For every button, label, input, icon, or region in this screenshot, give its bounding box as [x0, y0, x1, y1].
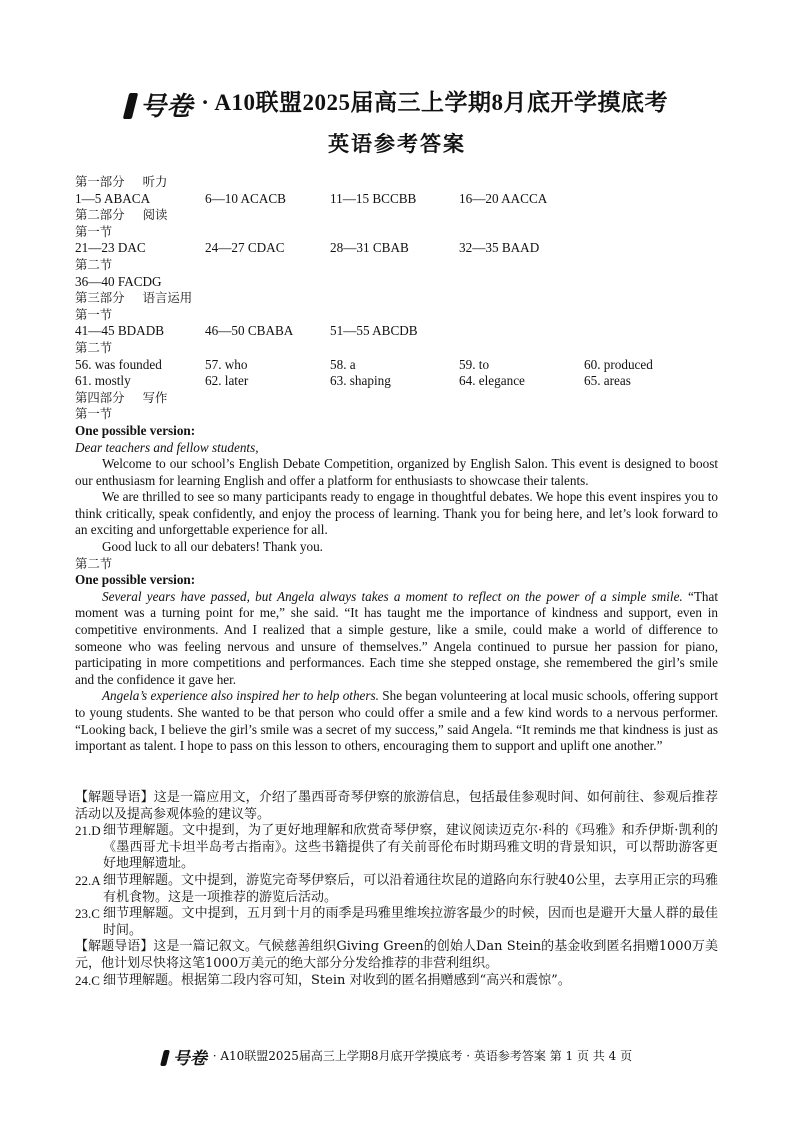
answer-content [75, 174, 718, 755]
question-answer: 21.D [75, 823, 101, 839]
passage-guide: 【解题导语】这是一篇应用文，介绍了墨西哥奇琴伊察的旅游信息，包括最佳参观时间、如何前往、参观后推荐活动以及提高参观体验的建议等。 [75, 790, 718, 822]
writing1-version-label: One possible version: [75, 422, 196, 438]
answer-group: 24—27 CDAC [205, 240, 285, 256]
explanation-text: 细节理解题。文中提到，五月到十月的雨季是玛雅里维埃拉游客最少的时候，因而也是避开大量人群的最佳时间。 [103, 906, 718, 938]
writing2-version-label: One possible version: [75, 572, 196, 588]
part4-heading: 第四部分 写作 [75, 389, 168, 405]
fill-answer: 64. elegance [459, 373, 525, 389]
part3-section2-row1 [75, 357, 718, 374]
writing2-paragraph-body: She began volunteering at local music schools, offering support to young students. She wanted to be that person who could offer a smile and a few kind words to a nervous performer. “Looking back, I believe the girl’s smile was a secret of my success,” said Angela. “It reminds me that kindness is just as important as talent. I hope to pass on this lesson to others, encouraging them to support and uplift one another.” [75, 688, 718, 754]
writing2-paragraph [75, 688, 718, 754]
part3-section2-label: 第二节 [75, 339, 113, 355]
footer-text: · A10联盟2025届高三上学期8月底开学摸底考 · 英语参考答案 第 1 页 共 4 页 [212, 1049, 633, 1063]
question-answer: 23.C [75, 906, 100, 922]
answer-group: 16—20 AACCA [459, 190, 548, 206]
explanation-text: 细节理解题。根据第二段内容可知，Stein 对收到的匿名捐赠感到“高兴和震惊”。 [103, 972, 571, 988]
explanation-text: 细节理解题。文中提到，为了更好地理解和欣赏奇琴伊察，建议阅读迈克尔·科的《玛雅》和乔伊斯·凯利的《墨西哥尤卡坦半岛考古指南》。这些书籍提供了有关前哥伦布时期玛雅文明的背景知识，可以帮助游客更好地理解遗址。 [103, 823, 718, 872]
part2-section1-answers [75, 240, 718, 257]
writing2-opening-sentence: Angela’s experience also inspired her to help others. [102, 688, 379, 704]
part2-section1-label: 第一节 [75, 223, 113, 239]
answer-group: 41—45 BDADB [75, 323, 165, 339]
writing2-paragraph-body: “That moment was a turning point for me,” she said. “It has taught me the importance of kindness and support, even in competitive environments. And I realized that a simple gesture, like a smile, could make a world of difference to someone who was feeling nervous and unsure of themselves.” Angela continued to pursue her passion for piano, participating in more competitions and performances. Each time she stepped onstage, she remembered the girl’s smile and the confidence it gave her. [75, 588, 718, 687]
writing2-opening-sentence: Several years have passed, but Angela always takes a moment to reflect on the power of a simple smile. [102, 588, 683, 604]
answer-group: 11—15 BCCBB [330, 190, 417, 206]
part4-section1-label: 第一节 [75, 406, 113, 422]
part1-answers [75, 191, 718, 208]
part2-section2-label: 第二节 [75, 256, 113, 272]
answer-group: 28—31 CBAB [330, 240, 409, 256]
fill-answer: 62. later [205, 373, 249, 389]
answer-group: 1—5 ABACA [75, 190, 151, 206]
page-header [0, 84, 794, 123]
part1-heading: 第一部分 听力 [75, 174, 168, 189]
fill-answer: 61. mostly [75, 373, 131, 389]
writing1-paragraph: We are thrilled to see so many participants ready to engage in thoughtful debates. We hope this event inspires you to think critically, speak confidently, and enjoy the process of learning. Thank you for being here, and let’s look forward to an exciting and unforgettable experience for all. [75, 489, 718, 538]
fill-answer: 63. shaping [330, 373, 391, 389]
question-answer: 22.A [75, 872, 101, 888]
fill-answer: 60. produced [584, 356, 653, 372]
explanation-item [75, 906, 718, 939]
writing1-greeting: Dear teachers and fellow students, [75, 439, 259, 455]
fill-answer: 57. who [205, 356, 248, 372]
part3-section1-label: 第一节 [75, 306, 113, 322]
explanations [75, 790, 718, 989]
part4-section2-label: 第二节 [75, 555, 113, 571]
page-title: 英语参考答案 [328, 132, 466, 156]
explanation-item [75, 973, 718, 990]
brand-mark-icon [123, 93, 138, 119]
question-answer: 24.C [75, 972, 100, 988]
fill-answer: 58. a [330, 356, 356, 372]
part3-section2-row2 [75, 373, 718, 390]
explanation-item [75, 873, 718, 906]
footer-logo: 号卷 [162, 1044, 207, 1069]
part2-section2-answer: 36—40 FACDG [75, 273, 162, 289]
fill-answer: 65. areas [584, 373, 631, 389]
fill-answer: 59. to [459, 356, 490, 372]
answer-group: 32—35 BAAD [459, 240, 540, 256]
answer-group: 21—23 DAC [75, 240, 146, 256]
fill-answer: 56. was founded [75, 356, 162, 372]
part3-heading: 第三部分 语言运用 [75, 290, 193, 306]
answer-group: 46—50 CBABA [205, 323, 294, 339]
explanation-item [75, 823, 718, 873]
explanation-text: 细节理解题。文中提到，游览完奇琴伊察后，可以沿着通往坎昆的道路向东行驶40公里，去享用正宗的玛雅有机食物。这是一项推荐的游览后活动。 [103, 872, 718, 905]
passage-guide: 【解题导语】这是一篇记叙文。气候慈善组织Giving Green的创始人Dan Stein的基金收到匿名捐赠1000万美元，他计划尽快将这笔1000万美元的绝大部分分发给推荐的非营利组织。 [75, 939, 718, 971]
writing2-paragraph [75, 589, 718, 689]
brand-mark-icon [160, 1050, 170, 1066]
answer-group: 6—10 ACACB [205, 190, 286, 206]
answer-group: 51—55 ABCDB [330, 323, 418, 339]
writing1-paragraph: Welcome to our school’s English Debate Competition, organized by English Salon. This event is designed to boost our enthusiasm for learning English and offer a platform for enthusiasts to showcase their talents. [75, 456, 718, 488]
page-footer [0, 1044, 794, 1069]
header-separator: · [201, 90, 210, 115]
part2-heading: 第二部分 阅读 [75, 207, 168, 223]
brand-logo: 号卷 [126, 86, 193, 123]
part3-section1-answers [75, 323, 718, 340]
exam-title: A10联盟2025届高三上学期8月底开学摸底考 [214, 90, 669, 115]
writing1-paragraph: Good luck to all our debaters! Thank you. [102, 539, 323, 555]
